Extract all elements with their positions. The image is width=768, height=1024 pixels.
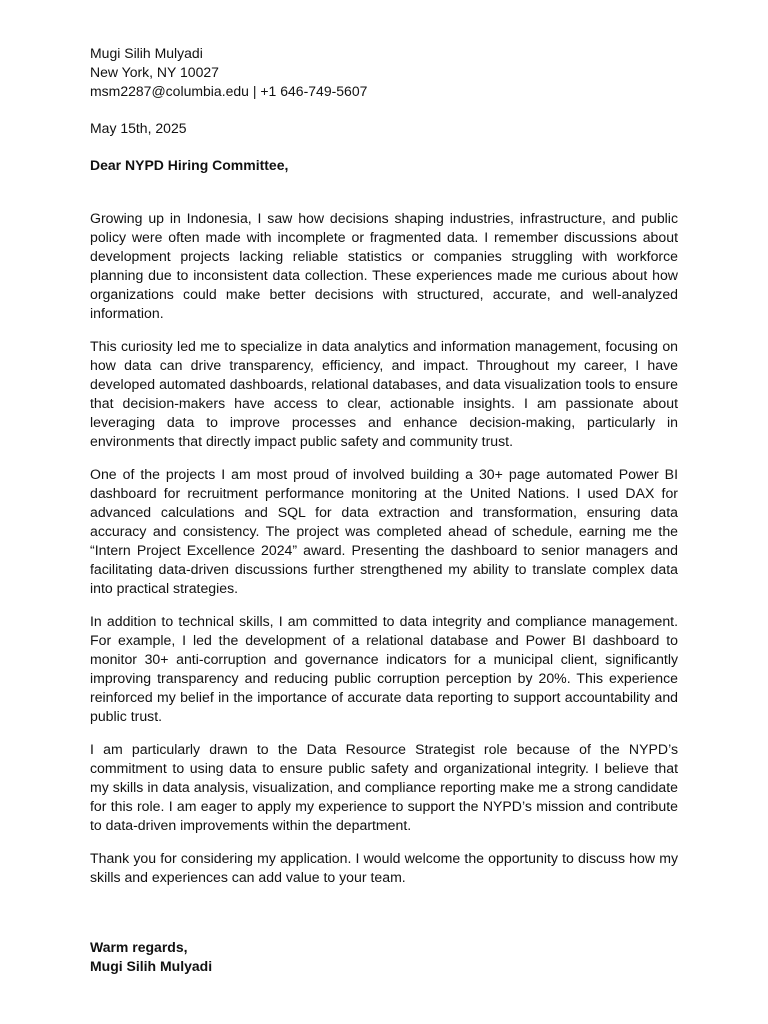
letter-body [90,209,678,887]
sender-location: New York, NY 10027 [90,64,219,80]
sender-contact: msm2287@columbia.edu | +1 646-749-5607 [90,83,368,99]
paragraph-3: One of the projects I am most proud of involved building a 30+ page automated Power BI dashboard for recruitment performance monitoring at the United Nations. I used DAX for advanced calculations and SQL for data extraction and transformation, ensuring data accuracy and consistency. The project was completed ahead of schedule, earning me the “Intern Project Excellence 2024” award. Presenting the dashboard to senior managers and facilitating data-driven discussions further strengthened my ability to translate complex data into practical strategies. [90,466,678,596]
signature-name: Mugi Silih Mulyadi [90,958,213,974]
paragraph-4: In addition to technical skills, I am committed to data integrity and compliance management. For example, I led the development of a relational database and Power BI dashboard to monitor 30+ anti-corruption and governance indicators for a municipal client, significantly improving transparency and reducing public corruption perception by 20%. This experience reinforced my belief in the importance of accurate data reporting to support accountability and public trust. [90,613,678,724]
sender-name: Mugi Silih Mulyadi [90,45,203,61]
salutation: Dear NYPD Hiring Committee, [90,157,289,173]
paragraph-6: Thank you for considering my application. I would welcome the opportunity to discuss how my skills and experiences can add value to your team. [90,850,678,885]
letter-date: May 15th, 2025 [90,120,187,136]
paragraph-1: Growing up in Indonesia, I saw how decisions shaping industries, infrastructure, and public policy were often made with incomplete or fragmented data. I remember discussions about development projects lacking reliable statistics or companies struggling with workforce planning due to inconsistent data collection. These experiences made me curious about how organizations could make better decisions with structured, accurate, and well-analyzed information. [90,210,678,321]
closing-block [90,938,212,976]
paragraph-5: I am particularly drawn to the Data Resource Strategist role because of the NYPD’s commitment to using data to ensure public safety and organizational integrity. I believe that my skills in data analysis, visualization, and compliance reporting make me a strong candidate for this role. I am eager to apply my experience to support the NYPD’s mission and contribute to data-driven improvements within the department. [90,741,678,833]
valediction: Warm regards, [90,939,188,955]
cover-letter [90,44,678,901]
paragraph-2: This curiosity led me to specialize in data analytics and information management, focusing on how data can drive transparency, efficiency, and impact. Throughout my career, I have developed automated dashboards, relational databases, and data visualization tools to ensure that decision-makers have access to clear, actionable insights. I am passionate about leveraging data to improve processes and enhance decision-making, particularly in environments that directly impact public safety and community trust. [90,338,678,449]
sender-header [90,44,678,101]
